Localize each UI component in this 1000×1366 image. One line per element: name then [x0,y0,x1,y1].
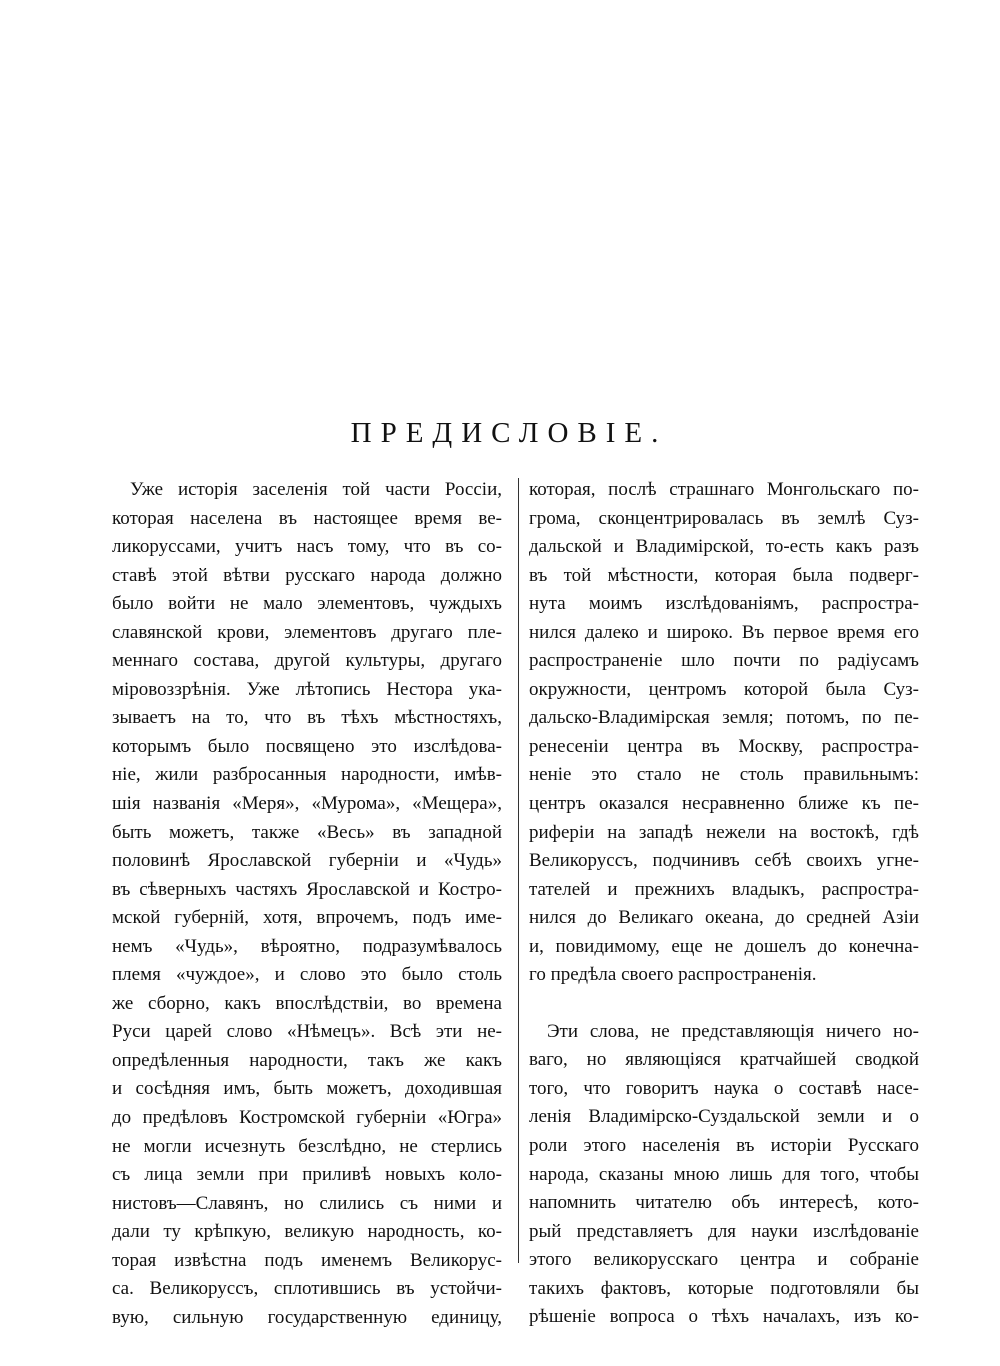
text-line: роли этого населенія въ исторіи Русскаго [529,1135,919,1157]
text-line: Руси царей слово «Нѣмецъ». Всѣ эти не- [112,1021,502,1043]
text-line: торая извѣстна подъ именемъ Великорус- [112,1249,502,1271]
text-line: народа, сказаны мною лишь для того, чтобы [529,1163,919,1185]
text-line: ленія Владимірско-Суздальской земли и о [529,1106,919,1128]
text-line: окружности, центромъ которой была Суз- [529,678,919,700]
paragraph-2 [529,1018,919,1332]
text-line: дальско-Владимірская земля; потомъ, по пе- [529,707,919,729]
text-line: племя «чуждое», и слово это было столь [112,964,502,986]
text-line: немъ «Чудь», вѣроятно, подразумѣвалось [112,935,502,957]
text-line: ликоруссами, учитъ насъ тому, что въ со- [112,536,502,558]
text-line: ніе, жили разбросанныя народности, имѣв- [112,764,502,786]
text-line: нистовъ—Славянъ, но слились съ ними и [112,1192,502,1214]
text-line: не могли исчезнуть безслѣдно, не стерлись [112,1135,502,1157]
text-line: такихъ фактовъ, которые подготовляли бы [529,1277,919,1299]
text-line: въ сѣверныхъ частяхъ Ярославской и Костро- [112,878,502,900]
text-line: того, что говоритъ наука о составѣ насе- [529,1077,919,1099]
text-line: съ лица земли при приливѣ новыхъ коло- [112,1164,502,1186]
text-line: ренесеніи центра въ Москву, распростра- [529,735,919,757]
text-line: рѣшеніе вопроса о тѣхъ началахъ, изъ ко- [529,1306,919,1328]
text-line: славянской крови, элементовъ другаго пле- [112,621,502,643]
text-line: грома, сконцентрировалась въ землѣ Суз- [529,507,919,529]
text-line: міровоззрѣнія. Уже лѣтопись Нестора ука- [112,678,502,700]
text-line: нился далеко и широко. Въ первое время его [529,621,919,643]
text-line: вую, сильную государственную единицу, [112,1306,502,1328]
text-line: меннаго состава, другой культуры, другаго [112,650,502,672]
text-line: и сосѣдняя имъ, быть можетъ, доходившая [112,1078,502,1100]
text-line: го предѣла своего распространенія. [529,964,817,986]
text-line: зываетъ на то, что въ тѣхъ мѣстностяхъ, [112,707,502,729]
text-line: нута моимъ изслѣдованіямъ, распростра- [529,593,919,615]
paragraph-1-continued [529,476,919,990]
text-line: дали ту крѣпкую, великую народность, ко- [112,1221,502,1243]
text-line: опредѣленныя народности, такъ же какъ [112,1049,502,1071]
text-line: рый представляетъ для науки изслѣдованіе [529,1220,919,1242]
text-line: шія названія «Меря», «Мурома», «Мещера», [112,793,502,815]
text-line: половинѣ Ярославской губерніи и «Чудь» [112,850,502,872]
text-line: Эти слова, не представляющія ничего но- [547,1020,919,1042]
text-line: быть можетъ, также «Весь» въ западной [112,821,502,843]
text-line: мской губерній, хотя, впрочемъ, подъ име- [112,907,502,929]
text-line: и, повидимому, еще не дошелъ до конечна- [529,935,919,957]
column-divider [518,478,519,1263]
text-line: въ той мѣстности, которая была подверг- [529,564,919,586]
text-line: дальской и Владимірской, то-есть какъ разъ [529,536,919,558]
text-line: которая населена въ настоящее время ве- [112,507,502,529]
text-line: напомнить читателю объ интересѣ, кото- [529,1192,919,1214]
text-line: ставѣ этой вѣтви русскаго народа должно [112,564,502,586]
text-line: Уже исторія заселенія той части Россіи, [130,479,502,500]
text-line: было войти не мало элементовъ, чуждыхъ [112,593,502,615]
text-line: нился до Великаго океана, до средней Азіи [529,907,919,929]
text-line: тателей и прежнихъ владыкъ, распростра- [529,878,919,900]
text-line: неніе это стало не столь правильнымъ: [529,764,919,786]
text-line: ваго, но являющіяся кратчайшей сводкой [529,1049,919,1071]
text-line: до предѣловъ Костромской губерніи «Югра» [112,1107,502,1129]
text-line: которымъ было посвящено это изслѣдова- [112,735,502,757]
page-title: ПРЕДИСЛОВІЕ. [350,417,668,449]
left-column [112,476,502,1332]
text-line: которая, послѣ страшнаго Монгольскаго по- [529,479,919,500]
text-line: Великоруссъ, подчинивъ себѣ своихъ угне- [529,850,919,872]
text-line: центръ оказался несравненно ближе къ пе- [529,793,919,815]
text-line: распространеніе шло почти по радіусамъ [529,650,919,672]
right-column [529,476,919,1332]
text-line: са. Великоруссъ, сплотившись въ устойчи- [112,1278,502,1300]
text-line: риферіи на западѣ нежели на востокѣ, гдѣ [529,821,919,843]
paragraph-gap [529,990,919,1018]
text-line: же сборно, какъ впослѣдствіи, во времена [112,992,502,1014]
text-line: этого великорусскаго центра и собраніе [529,1249,919,1271]
